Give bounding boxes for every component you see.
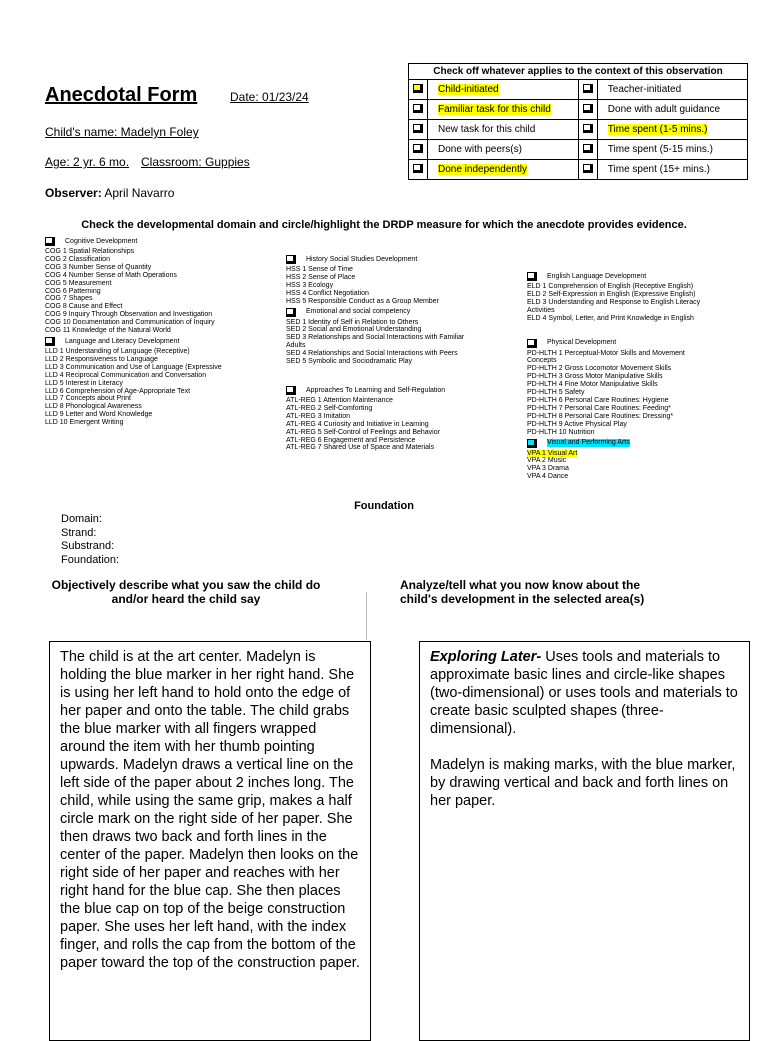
drdp-measure[interactable]: ELD 3 Understanding and Response to English Literacy <box>527 298 701 306</box>
drdp-measure[interactable]: COG 6 Patterning <box>45 287 101 295</box>
checkbox-icon[interactable] <box>527 439 537 448</box>
domain-name: Physical Development <box>547 339 617 347</box>
checkbox[interactable] <box>409 160 428 180</box>
classroom: Classroom: Guppies <box>141 155 250 169</box>
checkbox-icon[interactable] <box>527 339 537 348</box>
context-option <box>428 140 579 160</box>
drdp-measure[interactable]: PD-HLTH 5 Safety <box>527 389 585 397</box>
drdp-measure[interactable]: COG 5 Measurement <box>45 279 112 287</box>
domain-list-atl <box>286 397 501 452</box>
drdp-measure[interactable]: HSS 1 Sense of Time <box>286 266 353 273</box>
context-row <box>409 160 748 180</box>
drdp-measure[interactable]: COG 11 Knowledge of the Natural World <box>45 327 171 335</box>
domain-name: Emotional and social competency <box>306 308 411 316</box>
checkbox-icon <box>583 144 593 153</box>
checkbox[interactable] <box>409 120 428 140</box>
domain-list-hss <box>286 266 501 306</box>
drdp-measure[interactable]: ELD 4 Symbol, Letter, and Print Knowledge in English <box>527 314 694 322</box>
checkbox[interactable] <box>409 80 428 100</box>
analysis-heading-line-2: child's development in the selected area(s) <box>400 592 645 606</box>
context-option <box>597 140 747 160</box>
observation-heading-line-2: and/or heard the child say <box>111 592 261 606</box>
child-age: Age: 2 yr. 6 mo. <box>45 155 130 169</box>
domain-column-2 <box>286 253 501 452</box>
observer-name: April Navarro <box>104 186 175 200</box>
domain-name: English Language Development <box>547 272 647 280</box>
drdp-measure[interactable]: COG 7 Shapes <box>45 295 93 303</box>
observation-heading <box>40 578 332 606</box>
checkbox-icon[interactable] <box>527 272 537 281</box>
domain-name: Language and Literacy Development <box>65 337 180 345</box>
checkbox[interactable] <box>578 100 597 120</box>
domain-list-lld <box>45 348 260 427</box>
drdp-measure[interactable]: LLD 10 Emergent Writing <box>45 419 124 427</box>
context-row <box>409 80 748 100</box>
field-domain: Domain: <box>61 513 102 525</box>
foundation-label: Foundation <box>354 500 414 512</box>
context-option-label: Time spent (15+ mins.) <box>607 164 710 175</box>
checkbox-icon <box>583 104 593 113</box>
drdp-measure[interactable]: COG 4 Number Sense of Math Operations <box>45 271 177 279</box>
drdp-measure[interactable] <box>527 450 742 458</box>
checkbox-icon <box>413 124 423 133</box>
drdp-measure[interactable]: ATL-REG 6 Engagement and Persistence <box>286 436 416 444</box>
drdp-measure[interactable]: SED 2 Social and Emotional Understanding <box>286 326 422 334</box>
drdp-measure[interactable]: COG 2 Classification <box>45 255 110 263</box>
drdp-measure[interactable]: COG 3 Number Sense of Quantity <box>45 263 152 271</box>
drdp-measure[interactable]: LLD 7 Concepts about Print <box>45 395 131 403</box>
field-strand: Strand: <box>61 526 97 539</box>
checkbox[interactable] <box>578 120 597 140</box>
drdp-measure[interactable]: Concepts <box>527 357 557 365</box>
drdp-measure[interactable]: COG 8 Cause and Effect <box>45 303 123 311</box>
domain-header-vpa <box>527 439 742 448</box>
analysis-lead-rest: Uses tools and materials to approximate basic lines and circle-like shapes (two-dimensional) or uses tools and materials to create basic sculpted shapes (three-dimensional). <box>430 649 738 737</box>
domain-list-pd <box>527 350 742 437</box>
drdp-measure[interactable]: ATL-REG 4 Curiosity and Initiative in Learning <box>286 420 429 428</box>
drdp-measure[interactable]: ELD 2 Self-Expression in English (Expressive English) <box>527 290 696 298</box>
drdp-measure[interactable]: LLD 1 Understanding of Language (Receptive) <box>45 347 190 355</box>
drdp-measure[interactable]: ELD 1 Comprehension of English (Receptive English) <box>527 283 694 290</box>
drdp-measure[interactable]: HSS 3 Ecology <box>286 281 334 289</box>
context-option <box>428 80 579 100</box>
drdp-measure[interactable]: ATL-REG 2 Self-Comforting <box>286 404 373 412</box>
drdp-measure[interactable]: VPA 3 Drama <box>527 465 569 473</box>
drdp-measure[interactable]: LLD 2 Responsiveness to Language <box>45 355 158 363</box>
checkbox[interactable] <box>409 100 428 120</box>
context-option-label: Done independently <box>438 164 527 175</box>
drdp-measure[interactable]: Activities <box>527 306 555 314</box>
checkbox-icon <box>583 164 593 173</box>
form-date: Date: 01/23/24 <box>230 90 309 104</box>
observation-heading-line-1: Objectively describe what you saw the child do <box>51 578 321 592</box>
drdp-measure[interactable]: VPA 4 Dance <box>527 473 569 481</box>
checkbox-icon[interactable] <box>45 337 55 346</box>
drdp-measure[interactable]: HSS 4 Conflict Negotiation <box>286 289 369 297</box>
checkbox-icon <box>413 84 423 93</box>
domain-list-sed <box>286 319 501 366</box>
context-option-label: Time spent (1-5 mins.) <box>607 124 708 135</box>
analysis-textbox[interactable] <box>419 641 750 1041</box>
context-option-label: Done with peers(s) <box>438 144 522 155</box>
domain-list-vpa <box>527 450 742 482</box>
drdp-measure[interactable]: LLD 9 Letter and Word Knowledge <box>45 411 153 419</box>
drdp-measure[interactable]: LLD 6 Comprehension of Age-Appropriate Text <box>45 387 191 395</box>
domain-header-sed <box>286 308 501 317</box>
context-option-label: New task for this child <box>438 124 536 135</box>
checkbox-icon <box>413 144 423 153</box>
context-option <box>428 160 579 180</box>
domain-column-1 <box>45 235 260 427</box>
domain-name: Approaches To Learning and Self-Regulation <box>306 386 446 394</box>
context-option <box>428 100 579 120</box>
context-option <box>597 120 747 140</box>
checkbox[interactable] <box>578 160 597 180</box>
drdp-measure[interactable]: Adults <box>286 342 306 350</box>
context-option-label: Child-initiated <box>438 84 499 95</box>
drdp-measure[interactable]: PD-HLTH 10 Nutrition <box>527 428 595 436</box>
childs-name: Child's name: Madelyn Foley <box>45 125 199 139</box>
context-option-label: Done with adult guidance <box>607 104 721 115</box>
drdp-measure[interactable]: LLD 8 Phonological Awareness <box>45 403 142 411</box>
context-table <box>408 63 748 180</box>
observation-textbox[interactable]: The child is at the art center. Madelyn is holding the blue marker in her right hand. She is using her left hand to hold onto the edge of her paper and onto the table. The child grabs the blue marker with all fingers wrapped around the item with her thumb pointing upwards. Madelyn draws a vertical line on the left side of the paper about 2 inches long. The child, while using the same grip, makes a half circle mark on the right side of her paper. She then draws two back and forth lines in the center of the paper. Madelyn then looks on the right side of her paper and reaches with her right hand for the blue cap. She then places the blue cap on top of the beige construction paper. She uses her left hand, with the index finger, and rolls the cap from the bottom of the paper toward the top of the construction paper. <box>49 641 371 1041</box>
domain-header-atl <box>286 386 501 395</box>
drdp-measure[interactable]: HSS 5 Responsible Conduct as a Group Member <box>286 297 439 305</box>
context-option-label: Teacher-initiated <box>607 84 682 95</box>
observer-line <box>45 186 174 200</box>
checkbox[interactable] <box>578 80 597 100</box>
checkbox-icon <box>413 104 423 113</box>
context-option <box>597 160 747 180</box>
checkbox-icon[interactable] <box>286 255 296 264</box>
context-row <box>409 100 748 120</box>
drdp-measure[interactable]: PD-HLTH 7 Personal Care Routines: Feeding* <box>527 404 671 412</box>
checkbox-icon <box>583 84 593 93</box>
context-option <box>597 100 747 120</box>
domain-header-eld <box>527 272 742 281</box>
context-option-label: Time spent (5-15 mins.) <box>607 144 713 155</box>
checkbox-icon[interactable] <box>45 237 55 246</box>
context-row <box>409 140 748 160</box>
domain-list-cog <box>45 248 260 335</box>
checkbox-icon[interactable] <box>286 308 296 317</box>
analysis-paragraph-2: Madelyn is making marks, with the blue marker, by drawing vertical and back and forth lines on her paper. <box>430 757 736 809</box>
domain-column-3 <box>527 270 742 481</box>
divider <box>366 592 367 640</box>
context-row <box>409 120 748 140</box>
drdp-measure[interactable]: SED 4 Relationships and Social Interactions with Peers <box>286 350 458 358</box>
drdp-measure[interactable]: ATL-REG 1 Attention Maintenance <box>286 396 393 404</box>
drdp-measure[interactable]: PD-HLTH 6 Personal Care Routines: Hygiene <box>527 396 669 404</box>
checkbox[interactable] <box>578 140 597 160</box>
drdp-measure[interactable]: COG 10 Documentation and Communication of Inquiry <box>45 319 215 327</box>
analysis-heading <box>400 578 644 606</box>
context-option <box>597 80 747 100</box>
checkbox[interactable] <box>409 140 428 160</box>
drdp-measure[interactable]: PD-HLTH 8 Personal Care Routines: Dressing* <box>527 412 674 420</box>
drdp-measure[interactable]: PD-HLTH 2 Gross Locomotor Movement Skills <box>527 365 672 373</box>
drdp-measure[interactable]: LLD 5 Interest in Literacy <box>45 379 123 387</box>
domain-list-eld <box>527 283 742 323</box>
domain-name: History Social Studies Development <box>306 255 418 263</box>
domain-instruction: Check the developmental domain and circle/highlight the DRDP measure for which the anecdote provides evidence. <box>81 219 687 231</box>
drdp-measure[interactable]: SED 5 Symbolic and Sociodramatic Play <box>286 358 413 366</box>
domain-header-lld <box>45 337 260 346</box>
drdp-measure[interactable]: ATL-REG 3 Imitation <box>286 412 351 420</box>
drdp-measure[interactable]: VPA 2 Music <box>527 457 567 465</box>
field-foundation: Foundation: <box>61 553 120 566</box>
drdp-measure[interactable]: PD-HLTH 1 Perceptual-Motor Skills and Movement <box>527 349 685 357</box>
domain-header-cog <box>45 237 260 246</box>
drdp-measure-label: VPA 1 Visual Art <box>527 449 578 457</box>
drdp-measure[interactable]: PD-HLTH 9 Active Physical Play <box>527 420 627 428</box>
drdp-measure[interactable]: PD-HLTH 4 Fine Motor Manipulative Skills <box>527 381 658 389</box>
domain-name: Visual and Performing Arts <box>547 439 630 447</box>
drdp-measure[interactable]: HSS 2 Sense of Place <box>286 273 356 281</box>
drdp-measure[interactable]: ATL-REG 5 Self-Control of Feelings and Behavior <box>286 428 440 436</box>
drdp-measure[interactable]: LLD 3 Communication and Use of Language (Expressive <box>45 363 222 371</box>
foundation-fields <box>61 513 119 567</box>
drdp-measure[interactable]: SED 1 Identity of Self in Relation to Others <box>286 318 419 326</box>
form-title: Anecdotal Form <box>45 84 198 106</box>
drdp-measure[interactable]: ATL-REG 7 Shared Use of Space and Materials <box>286 444 435 452</box>
context-table-heading: Check off whatever applies to the context of this observation <box>409 64 748 80</box>
context-option <box>428 120 579 140</box>
analysis-paragraph-1 <box>430 648 739 738</box>
checkbox-icon <box>583 124 593 133</box>
domain-header-hss <box>286 255 501 264</box>
domain-header-pd <box>527 339 742 348</box>
drdp-measure[interactable]: SED 3 Relationships and Social Interactions with Familiar <box>286 334 465 342</box>
context-option-label: Familiar task for this child <box>438 104 551 115</box>
drdp-measure[interactable]: LLD 4 Reciprocal Communication and Conversation <box>45 371 207 379</box>
observer-label: Observer: <box>45 186 102 200</box>
field-substrand: Substrand: <box>61 540 115 552</box>
checkbox-icon[interactable] <box>286 386 296 395</box>
drdp-measure[interactable]: COG 1 Spatial Relationships <box>45 248 135 255</box>
analysis-heading-line-1: Analyze/tell what you now know about the <box>400 578 641 592</box>
domain-name: Cognitive Development <box>65 237 138 245</box>
drdp-measure[interactable]: COG 9 Inquiry Through Observation and Investigation <box>45 311 213 319</box>
drdp-measure[interactable]: PD-HLTH 3 Gross Motor Manipulative Skills <box>527 373 663 381</box>
analysis-lead: Exploring Later- <box>430 649 542 665</box>
checkbox-icon <box>413 164 423 173</box>
